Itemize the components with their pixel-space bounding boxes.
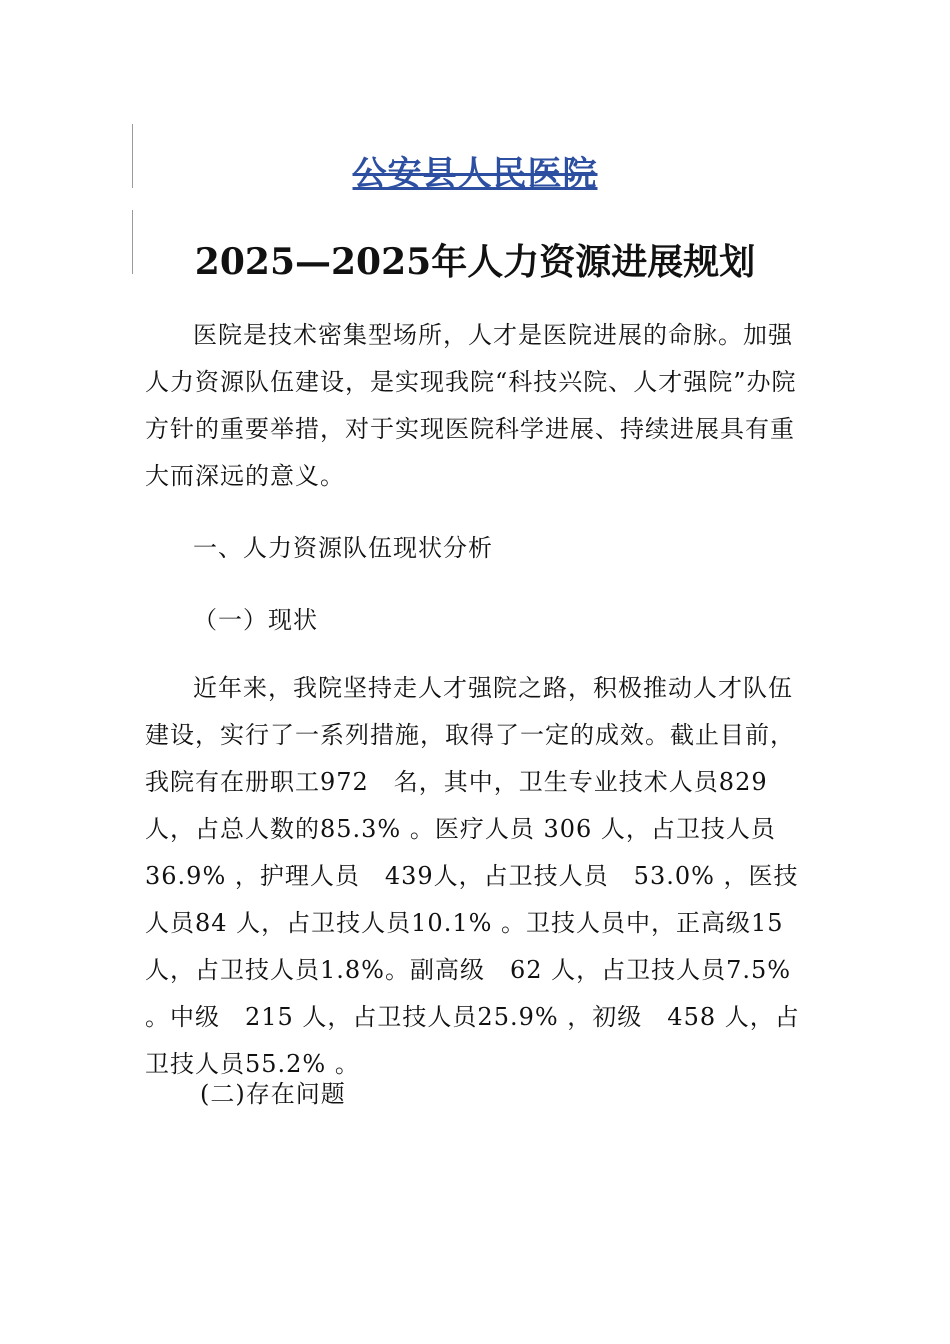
intro-paragraph: 医院是技术密集型场所，人才是医院进展的命脉。加强人力资源队伍建设，是实现我院“科技兴院、人才强院”办院方针的重要举措，对于实现医院科学进展、持续进展具有重大而深远的意义。 (145, 321, 797, 490)
section-heading: 一、人力资源队伍现状分析 (193, 534, 493, 562)
status-paragraph: 近年来，我院坚持走人才强院之路，积极推动人才队伍建设，实行了一系列措施，取得了一定的成效。截止目前，我院有在册职工972 名，其中，卫生专业技术人员829 人，占总人数的85.3% 。医疗人员 306 人，占卫技人员 36.9% ，护理人员 439人，占卫技人员 53.0% ，医技人员84 人，占卫技人员10.1% 。卫技人员中，正高级15 人，占卫技人员1.8%。副高级 62 人，占卫技人员7.5% 。中级 215 人，占卫技人员25.9% ，初级 458 人，占卫技人员55.2% 。 (145, 674, 801, 1078)
subsection-heading: (二)存在问题 (200, 1080, 346, 1108)
hospital-title: 公安县人民医院 (352, 154, 598, 194)
subsection-heading: （一）现状 (193, 606, 318, 634)
plan-title: 2025—2025年人力资源进展规划 (194, 241, 756, 283)
